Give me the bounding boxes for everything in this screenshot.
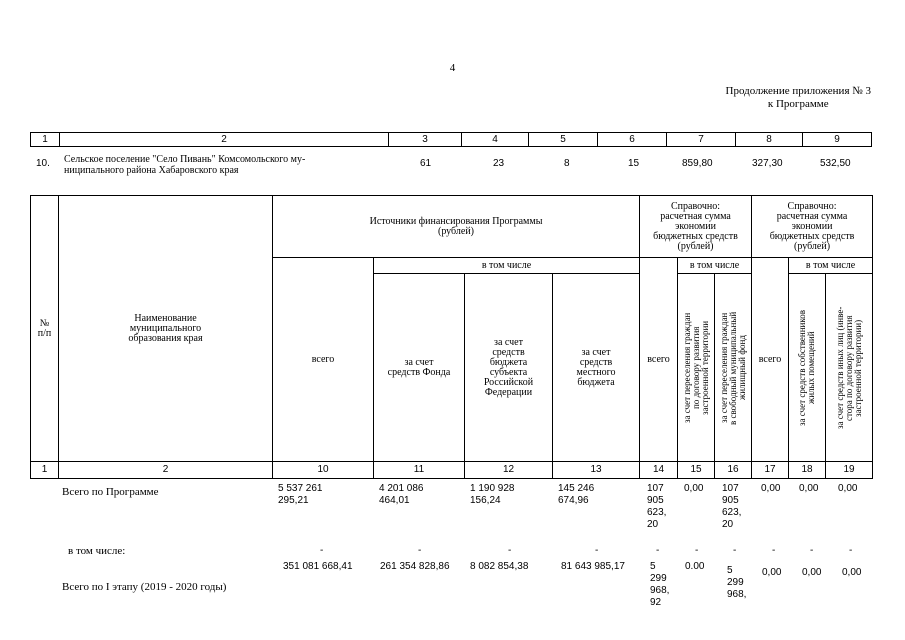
total-c14: 107 905 623, 20 <box>647 483 667 530</box>
row10-c6: 15 <box>628 158 640 169</box>
top-col-3: 3 <box>389 133 462 147</box>
top-col-4: 4 <box>462 133 529 147</box>
hdr-num: № п/п <box>31 196 59 462</box>
stage-c12: 8 082 854,38 <box>470 561 529 572</box>
row10-name-line1: Сельское поселение "Село Пивань" Комсомольского му- <box>64 154 306 165</box>
row10-c8: 327,30 <box>752 158 783 169</box>
row10-c3: 61 <box>420 158 432 169</box>
continuation-note <box>726 85 871 111</box>
total-c13: 145 246 674,96 <box>558 483 595 506</box>
row10-c7: 859,80 <box>682 158 713 169</box>
dash-c10: - <box>320 545 324 556</box>
dash-c11: - <box>418 545 422 556</box>
top-col-5: 5 <box>529 133 598 147</box>
stage-c17: 0,00 <box>762 567 782 578</box>
hdr-subject: за счет средств бюджета субъекта Российской Федерации <box>465 274 553 462</box>
hdr-v18 <box>789 274 826 462</box>
top-header-table <box>30 132 872 147</box>
row10-name <box>64 154 305 176</box>
top-col-1: 1 <box>31 133 60 147</box>
hdr-name: Наименование муниципального образования края <box>59 196 273 462</box>
dash-c14: - <box>656 545 660 556</box>
colnum-10: 10 <box>273 462 374 479</box>
dash-c19: - <box>849 545 853 556</box>
top-col-6: 6 <box>598 133 667 147</box>
main-header-table <box>30 195 873 479</box>
total-label: Всего по Программе <box>62 486 159 498</box>
colnum-14: 14 <box>640 462 678 479</box>
stage-c14: 5 299 968, 92 <box>650 561 670 608</box>
row10-num: 10. <box>36 158 50 169</box>
colnum-16: 16 <box>715 462 752 479</box>
incl-label: в том числе: <box>68 545 126 557</box>
row-10 <box>30 154 872 180</box>
dash-c12: - <box>508 545 512 556</box>
row10-name-line2: ниципального района Хабаровского края <box>64 165 239 176</box>
hdr-incl2: в том числе <box>678 258 752 274</box>
total-c18: 0,00 <box>799 483 819 494</box>
dash-c16: - <box>733 545 737 556</box>
page-number: 4 <box>449 62 456 74</box>
hdr-fund: за счет средств Фонда <box>374 274 465 462</box>
top-col-7: 7 <box>667 133 736 147</box>
continuation-line2: к Программе <box>767 98 829 110</box>
colnum-13: 13 <box>553 462 640 479</box>
hdr-v19 <box>826 274 873 462</box>
stage-c18: 0,00 <box>802 567 822 578</box>
stage-c19: 0,00 <box>842 567 862 578</box>
colnum-19: 19 <box>826 462 873 479</box>
hdr-v19-text: за счет средств иных лиц (инве- стора по договору развития застроенной территории) <box>834 306 863 429</box>
top-col-9: 9 <box>803 133 872 147</box>
hdr-incl3: в том числе <box>789 258 873 274</box>
dash-c17: - <box>772 545 776 556</box>
stage-c10: 351 081 668,41 <box>283 561 353 572</box>
top-col-2: 2 <box>60 133 389 147</box>
total-c17: 0,00 <box>761 483 781 494</box>
hdr-v16 <box>715 274 752 462</box>
colnum-1: 1 <box>31 462 59 479</box>
hdr-ref1: Справочно: расчетная сумма экономии бюджетных средств (рублей) <box>640 196 752 258</box>
hdr-v15-text: за счет переселения граждан по договору развития застроенной территории <box>681 312 710 423</box>
hdr-total2: всего <box>640 258 678 462</box>
stage-label: Всего по I этапу (2019 - 2020 годы) <box>62 581 227 593</box>
hdr-incl: в том числе <box>374 258 640 274</box>
hdr-v18-text: за счет средств собственников жилых помещений <box>797 309 817 426</box>
colnum-18: 18 <box>789 462 826 479</box>
colnum-15: 15 <box>678 462 715 479</box>
row10-c9: 532,50 <box>820 158 851 169</box>
total-c16: 107 905 623, 20 <box>722 483 742 530</box>
stage-c15: 0.00 <box>685 561 705 572</box>
row10-c5: 8 <box>564 158 570 169</box>
hdr-total3: всего <box>752 258 789 462</box>
hdr-v15 <box>678 274 715 462</box>
continuation-line1: Продолжение приложения № 3 <box>725 85 871 97</box>
row10-c4: 23 <box>493 158 505 169</box>
stage-c11: 261 354 828,86 <box>380 561 450 572</box>
total-c10: 5 537 261 295,21 <box>278 483 323 506</box>
dash-c15: - <box>695 545 699 556</box>
hdr-local: за счет средств местного бюджета <box>553 274 640 462</box>
dash-c18: - <box>810 545 814 556</box>
hdr-total: всего <box>273 258 374 462</box>
total-c12: 1 190 928 156,24 <box>470 483 515 506</box>
hdr-sources: Источники финансирования Программы (рублей) <box>273 196 640 258</box>
total-c15: 0,00 <box>684 483 704 494</box>
hdr-ref2: Справочно: расчетная сумма экономии бюджетных средств (рублей) <box>752 196 873 258</box>
top-col-8: 8 <box>736 133 803 147</box>
dash-c13: - <box>595 545 599 556</box>
hdr-v16-text: за счет переселения граждан в свободный муниципальный жилищный фонд <box>718 310 747 425</box>
colnum-2: 2 <box>59 462 273 479</box>
colnum-12: 12 <box>465 462 553 479</box>
total-c19: 0,00 <box>838 483 858 494</box>
stage-c13: 81 643 985,17 <box>561 561 625 572</box>
colnum-11: 11 <box>374 462 465 479</box>
colnum-17: 17 <box>752 462 789 479</box>
total-c11: 4 201 086 464,01 <box>379 483 424 506</box>
stage-c16: 5 299 968, <box>727 565 747 600</box>
